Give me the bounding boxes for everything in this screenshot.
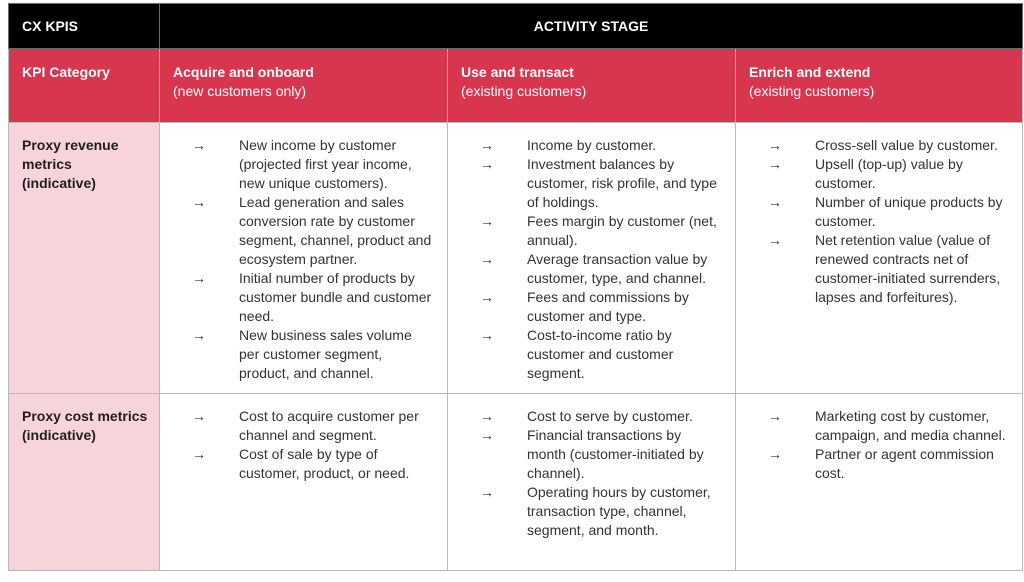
proxy-revenue-row [9, 123, 1023, 394]
metric-list-item [736, 155, 1010, 193]
arrow-right-icon: → [480, 427, 494, 443]
arrow-right-icon: → [768, 232, 782, 248]
kpi-category-label: KPI Category [22, 64, 110, 80]
metric-text: Investment balances by customer, risk profile, and type of holdings. [527, 156, 717, 210]
metric-list-item [448, 426, 723, 483]
header-row [9, 4, 1023, 49]
category-cell [9, 394, 160, 571]
stage-subtitle: (new customers only) [173, 83, 307, 99]
cx-kpi-table [8, 3, 1023, 571]
arrow-right-icon: → [192, 327, 206, 343]
metric-list-item [448, 212, 723, 250]
metric-text: Fees margin by customer (net, annual). [527, 213, 717, 248]
metric-text: Number of unique products by customer. [815, 194, 1003, 229]
activity-stage-header: ACTIVITY STAGE [160, 4, 1023, 49]
metric-text: Marketing cost by customer, campaign, and media channel. [815, 408, 1006, 443]
metric-list-item [160, 407, 435, 445]
kpi-table-frame [8, 3, 1022, 571]
metric-text: Cost to acquire customer per channel and segment. [239, 408, 419, 443]
category-label: Proxy revenue metrics (indicative) [22, 137, 119, 191]
metric-text: Average transaction value by customer, type, and channel. [527, 251, 708, 286]
metric-cell [160, 123, 448, 394]
metric-cell [448, 123, 736, 394]
category-cell [9, 123, 160, 394]
metric-text: New income by customer (projected first year income, new unique customers). [239, 137, 412, 191]
stage-title: Enrich and extend [749, 64, 871, 80]
metric-list-item [736, 136, 1010, 155]
metric-list-item [736, 445, 1010, 483]
kpi-category-header [9, 49, 160, 123]
metric-list-item [160, 193, 435, 269]
metric-list-item [736, 231, 1010, 307]
arrow-right-icon: → [480, 156, 494, 172]
arrow-right-icon: → [768, 156, 782, 172]
metric-text: Cost to serve by customer. [527, 408, 693, 424]
metric-cell [160, 394, 448, 571]
stage-title: Use and transact [461, 64, 574, 80]
arrow-right-icon: → [480, 137, 494, 153]
metric-list-item [448, 407, 723, 426]
metric-list-item [448, 136, 723, 155]
metric-cell [736, 123, 1023, 394]
metric-text: Initial number of products by customer bundle and customer need. [239, 270, 432, 324]
metric-text: Operating hours by customer, transaction type, channel, segment, and month. [527, 484, 711, 538]
stage-subtitle: (existing customers) [749, 83, 875, 99]
arrow-right-icon: → [192, 270, 206, 286]
metric-text: New business sales volume per customer segment, product, and channel. [239, 327, 412, 381]
stage-subtitle: (existing customers) [461, 83, 587, 99]
cx-kpis-header: CX KPIS [9, 4, 160, 49]
arrow-right-icon: → [480, 289, 494, 305]
arrow-right-icon: → [768, 194, 782, 210]
metric-text: Income by customer. [527, 137, 657, 153]
arrow-right-icon: → [480, 251, 494, 267]
subheader-row [9, 49, 1023, 123]
metric-list-item [448, 155, 723, 212]
metric-list-item [736, 407, 1010, 445]
metric-text: Partner or agent commission cost. [815, 446, 994, 481]
arrow-right-icon: → [192, 408, 206, 424]
stage-header-enrich [736, 49, 1023, 123]
arrow-right-icon: → [480, 408, 494, 424]
metric-text: Cross-sell value by customer. [815, 137, 998, 153]
metric-text: Cost-to-income ratio by customer and customer segment. [527, 327, 674, 381]
metric-list-item [736, 193, 1010, 231]
metric-text: Cost of sale by type of customer, product, or need. [239, 446, 410, 481]
metric-list-item [448, 288, 723, 326]
stage-header-use [448, 49, 736, 123]
arrow-right-icon: → [192, 137, 206, 153]
category-label: Proxy cost metrics (indicative) [22, 408, 148, 443]
arrow-right-icon: → [768, 408, 782, 424]
metric-cell [448, 394, 736, 571]
metric-text: Financial transactions by month (customer-initiated by channel). [527, 427, 704, 481]
metric-list-item [160, 445, 435, 483]
arrow-right-icon: → [480, 213, 494, 229]
arrow-right-icon: → [768, 137, 782, 153]
metric-cell [736, 394, 1023, 571]
arrow-right-icon: → [480, 327, 494, 343]
metric-list-item [160, 136, 435, 193]
arrow-right-icon: → [480, 484, 494, 500]
metric-list-item [448, 483, 723, 540]
arrow-right-icon: → [192, 446, 206, 462]
arrow-right-icon: → [192, 194, 206, 210]
metric-text: Upsell (top-up) value by customer. [815, 156, 963, 191]
stage-title: Acquire and onboard [173, 64, 314, 80]
metric-text: Lead generation and sales conversion rate by customer segment, channel, product and ecosystem partner. [239, 194, 432, 267]
metric-text: Fees and commissions by customer and type. [527, 289, 689, 324]
metric-text: Net retention value (value of renewed contracts net of customer-initiated surrenders, lapses and forfeitures). [815, 232, 1001, 305]
stage-header-acquire [160, 49, 448, 123]
arrow-right-icon: → [768, 446, 782, 462]
metric-list-item [160, 269, 435, 326]
metric-list-item [448, 326, 723, 383]
proxy-cost-row [9, 394, 1023, 571]
metric-list-item [160, 326, 435, 383]
metric-list-item [448, 250, 723, 288]
